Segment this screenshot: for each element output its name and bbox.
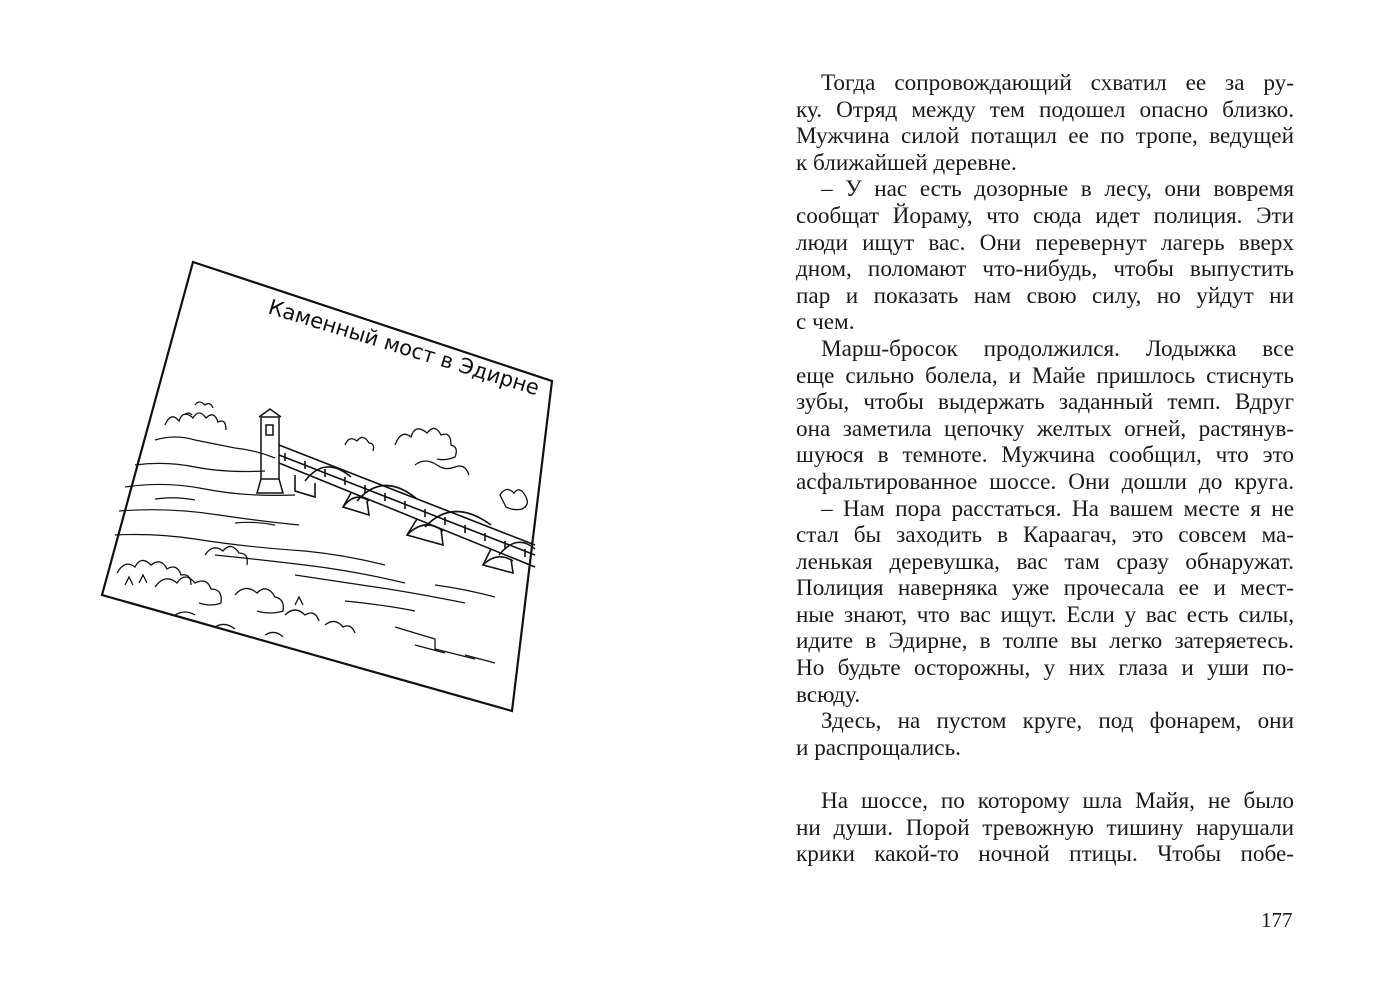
body-text: [796, 70, 1294, 868]
text-line: Мужчина силой потащил ее по тропе, ведущей: [796, 123, 1294, 150]
river-water: [115, 463, 495, 611]
text-line: она заметила цепочку желтых огней, растянув-: [796, 415, 1294, 442]
text-line: и распрощались.: [796, 734, 961, 761]
bridge-deck: [279, 445, 535, 573]
text-line: сообщат Йораму, что сюда идет полиция. Эти: [796, 202, 1294, 229]
text-line: Марш-бросок продолжился. Лодыжка все: [821, 335, 1294, 362]
text-line: – Нам пора расстаться. На вашем месте я не: [821, 495, 1294, 522]
page-number: 177: [1261, 908, 1293, 932]
text-line: Полиция наверняка уже прочесала ее и мест-: [796, 575, 1294, 602]
illustration-caption: Каменный мост в Эдирне: [265, 294, 543, 401]
text-line: крики какой-то ночной птицы. Чтобы побе-: [796, 841, 1294, 868]
text-line: шуюся в темноте. Мужчина сообщил, что это: [796, 442, 1294, 469]
text-line: зубы, чтобы выдержать заданный темп. Вдруг: [796, 389, 1294, 416]
text-line: ни души. Порой тревожную тишину нарушали: [796, 814, 1294, 841]
paragraph-gap: [796, 761, 1294, 788]
text-line: ку. Отряд между тем подошел опасно близко.: [796, 96, 1294, 123]
text-line: люди ищут вас. Они перевернут лагерь вверх: [796, 229, 1294, 256]
bridge-tower: [257, 409, 283, 493]
text-line: еще сильно болела, и Майе пришлось стиснуть: [796, 362, 1294, 389]
text-line: с чем.: [796, 309, 855, 336]
text-line: ленькая деревушка, вас там сразу обнаружат.: [796, 548, 1294, 575]
text-line: стал бы заходить в Караагач, это совсем ма-: [796, 522, 1294, 549]
bridge-sketch-image: [95, 255, 555, 715]
text-line: Здесь, на пустом круге, под фонарем, они: [821, 708, 1294, 735]
text-line: Тогда сопровождающий схватил ее за ру-: [821, 70, 1294, 96]
text-line: асфальтированное шоссе. Они дошли до круга.: [796, 468, 1294, 495]
text-line: всюду.: [796, 681, 861, 708]
text-line: ные знают, что вас ищут. Если у вас есть силы,: [796, 601, 1294, 628]
text-line: Но будьте осторожны, у них глаза и уши по-: [796, 655, 1294, 682]
foreground-bushes: [117, 546, 495, 663]
text-line: дном, поломают что-нибудь, чтобы выпустить: [796, 256, 1294, 283]
far-shore-trees: [155, 402, 527, 510]
text-line: – У нас есть дозорные в лесу, они вовремя: [821, 176, 1294, 203]
text-line: На шоссе, по которому шла Майя, не было: [821, 788, 1294, 815]
text-line: к ближайшей деревне.: [796, 149, 1017, 176]
text-line: идите в Эдирне, в толпе вы легко затеряетесь.: [796, 628, 1294, 655]
text-line: пар и показать нам свою силу, но уйдут ни: [796, 282, 1294, 309]
bridge-illustration: [95, 255, 555, 715]
